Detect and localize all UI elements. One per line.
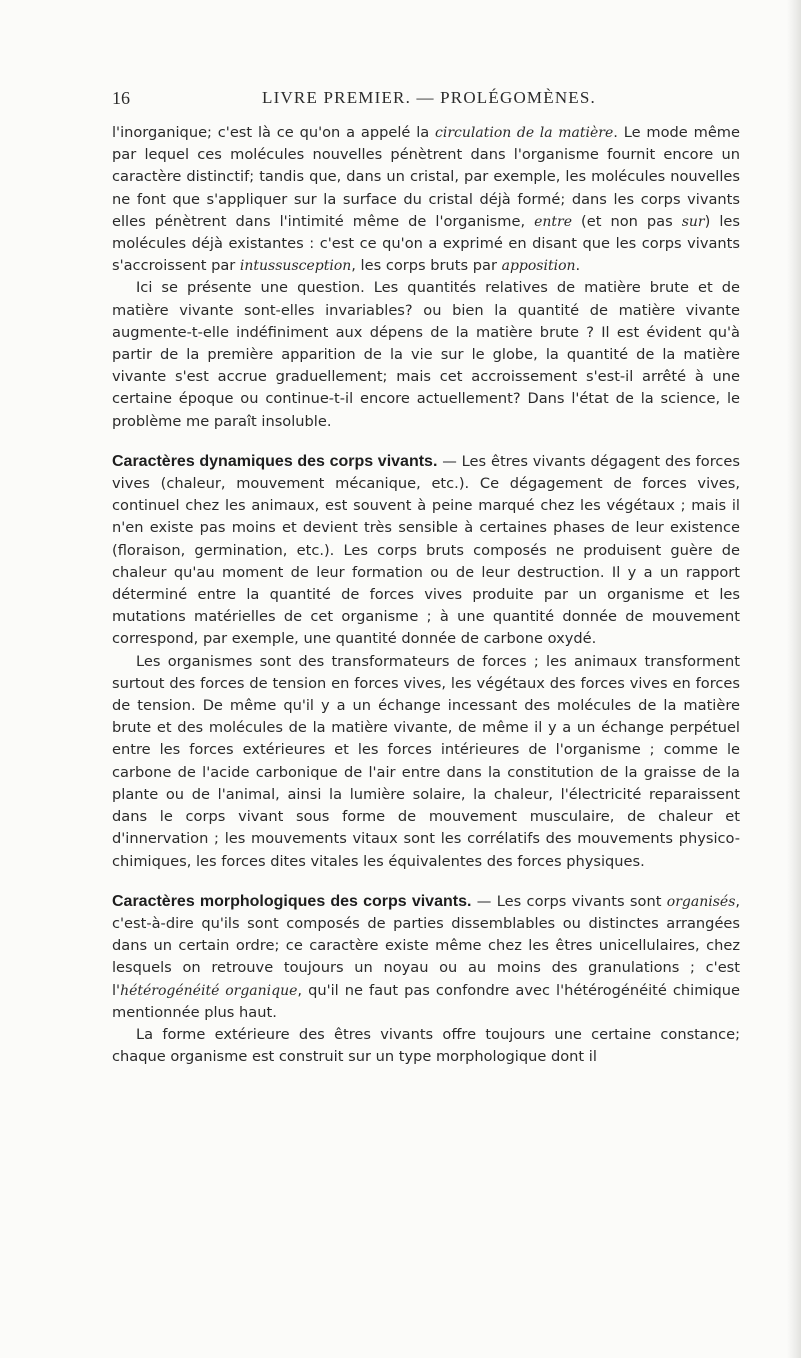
italic-term: hétérogénéité organique — [120, 982, 298, 999]
text-run: — Les êtres vivants dégagent des forces vives (chaleur, mouvement mécanique, etc.). Ce dégagement de forces vives, continuel chez les animaux, est souvent à peine marqué chez les végétaux ; mais il n'en existe pas moins et devient très sensible à certaines phases de leur existence (floraison, germination, etc.). Les corps bruts composés ne produisent guère de chaleur qu'au moment de leur formation ou de leur destruction. Il y a un rapport déterminé entre la quantité de forces vives produite par un organisme et les mutations matérielles de cet organisme ; à une quantité donnée de mouvement correspond, par exemple, une quantité donnée de carbone oxydé. — [112, 452, 740, 648]
running-head: LIVRE PREMIER. — PROLÉGOMÈNES. — [262, 88, 596, 107]
paragraph-external-form: La forme extérieure des êtres vivants offre toujours une certaine constance; chaque organisme est construit sur un type morphologique dont il — [112, 1025, 740, 1066]
section-title-dynamic: Caractères dynamiques des corps vivants. — [112, 452, 438, 470]
italic-term: intussusception — [239, 258, 352, 275]
paragraph-circulation — [112, 122, 740, 277]
text-run: , les corps bruts par — [351, 257, 502, 275]
italic-term: entre — [534, 213, 573, 230]
paragraph-question: Ici se présente une question. Les quantités relatives de matière brute et de matière vivante sont-elles invariables? ou bien la quantité de matière vivante augmente-t-elle indéfiniment aux dépens de la matière brute ? Il est évident qu'à partir de la première apparition de la vie sur le globe, la quantité de la matière vivante s'est accrue graduellement; mais cet accroissement s'est-il arrêté à une certaine époque ou continue-t-il encore actuellement? Dans l'état de la science, le problème me paraît insoluble. — [112, 279, 740, 430]
paragraph-dynamic-characters — [112, 451, 740, 651]
text-run: l'inorganique; c'est là ce qu'on a appelé la — [112, 124, 436, 141]
text-run: . Le mode même par lequel ces molécules nouvelles pénètrent dans l'organisme fournit encore un caractère distinctif; tandis que, dans un cristal, par exemple, les molécules nouvelles ne font que s'appliquer sur la surface du cristal déjà formé; dans les corps vivants elles pénètrent dans l'intimité même de l'organisme, — [112, 124, 740, 230]
section-title-morphological: Caractères morphologiques des corps vivants. — [112, 892, 472, 910]
page-header — [112, 88, 712, 114]
italic-term: organisés — [666, 893, 736, 910]
text-run: , c'est-à-dire qu'ils sont composés de parties dissemblables ou distinctes arrangées dans un certain ordre; ce caractère existe même chez les êtres unicellulaires, chez lesquels on retrouve toujours un noyau ou au moins des granulations ; c'est l' — [112, 892, 741, 999]
page-number: 16 — [112, 88, 130, 108]
text-run: . — [575, 257, 581, 275]
page-body — [112, 122, 740, 1068]
text-run: (et non pas — [572, 212, 682, 230]
italic-term: circulation de la matière — [435, 125, 614, 141]
paragraph-morphological-characters — [112, 891, 740, 1024]
page-edge-shadow — [787, 0, 801, 1358]
text-run: , qu'il ne faut pas confondre avec l'hétérogénéité chimique mentionnée plus haut. — [112, 981, 740, 1021]
italic-term: apposition — [501, 258, 576, 275]
italic-term: sur — [681, 213, 705, 230]
paragraph-transformers: Les organismes sont des transformateurs de forces ; les animaux transforment surtout des forces de tension en forces vives, les végétaux des forces vives en forces de tension. De même qu'il y a un échange incessant des molécules de la matière brute et des molécules de la matière vivante, de même il y a un échange perpétuel entre les forces extérieures et les forces intérieures de l'organisme ; comme le carbone de l'acide carbonique de l'air entre dans la constitution de la graisse de la plante ou de l'animal, ainsi la lumière solaire, la chaleur, l'électricité reparaissent dans le corps vivant sous forme de mouvement musculaire, de chaleur et d'innervation ; les mouvements vitaux sont les corrélatifs des mouvements physico-chimiques, les forces dites vitales les équivalentes des forces physiques. — [112, 652, 740, 870]
text-run: — Les corps vivants sont — [471, 892, 667, 910]
text-run: ) les molécules déjà existantes : c'est ce qu'on a exprimé en disant que les corps vivants s'accroissent par — [112, 212, 740, 275]
